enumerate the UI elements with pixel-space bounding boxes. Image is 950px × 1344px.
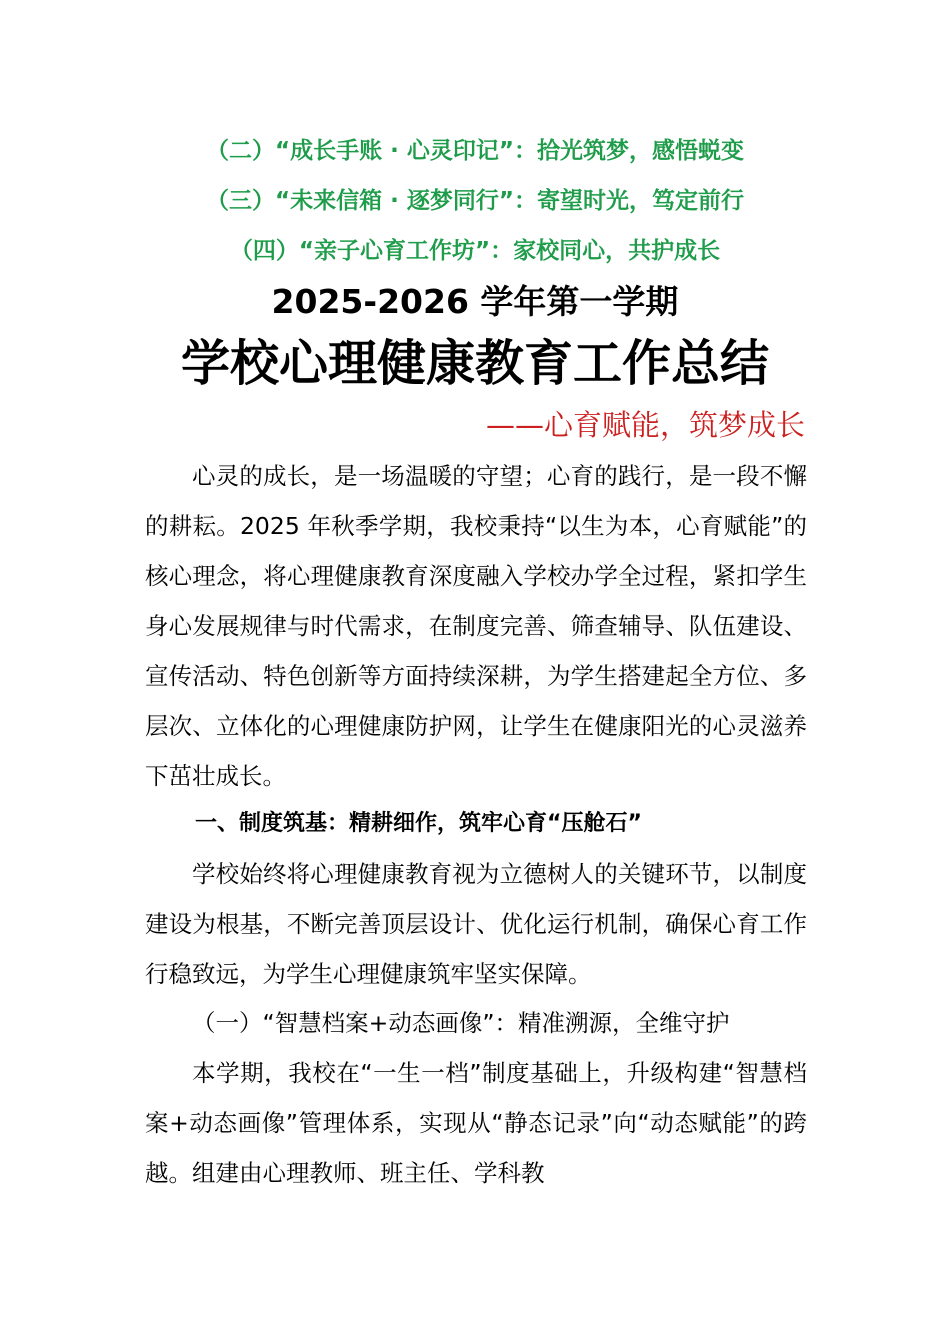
section-1-paragraph: 学校始终将心理健康教育视为立德树人的关键环节，以制度建设为根基，不断完善顶层设计、优化运行机制，确保心育工作行稳致远，为学生心理健康筑牢坚实保障。 [145,860,807,988]
subsection-1-paragraph: 本学期，我校在“一生一档”制度基础上，升级构建“智慧档案+动态画像”管理体系，实现从“静态记录”向“动态赋能”的跨越。组建由心理教师、班主任、学科教 [145,1059,807,1187]
intro-paragraph: 心灵的成长，是一场温暖的守望；心育的践行，是一段不懈的耕耘。2025 年秋季学期，我校秉持“以生为本，心育赋能”的核心理念，将心理健康教育深度融入学校办学全过程，紧扣学生身心发展规律与时代需求，在制度完善、筛查辅导、队伍建设、宣传活动、特色创新等方面持续深耕，为学生搭建起全方位、多层次、立体化的心理健康防护网，让学生在健康阳光的心灵滋养下茁壮成长。 [145,462,807,790]
subsection-1-heading: （一）“智慧档案+动态画像”：精准溯源，全维守护 [192,1009,730,1037]
toc-item-3[interactable]: （三）“未来信箱 · 逐梦同行”：寄望时光，笃定前行 [206,188,744,214]
toc-item-4[interactable]: （四）“亲子心育工作坊”：家校同心，共护成长 [229,238,721,264]
document-subtitle: ——心育赋能，筑梦成长 [485,408,805,442]
year-title: 2025-2026 学年第一学期 [271,282,679,321]
section-1-heading: 一、制度筑基：精耕细作，筑牢心育“压舱石” [195,811,642,836]
toc-item-2[interactable]: （二）“成长手账 · 心灵印记”：拾光筑梦，感悟蜕变 [206,138,744,164]
document-title: 学校心理健康教育工作总结 [180,335,769,392]
